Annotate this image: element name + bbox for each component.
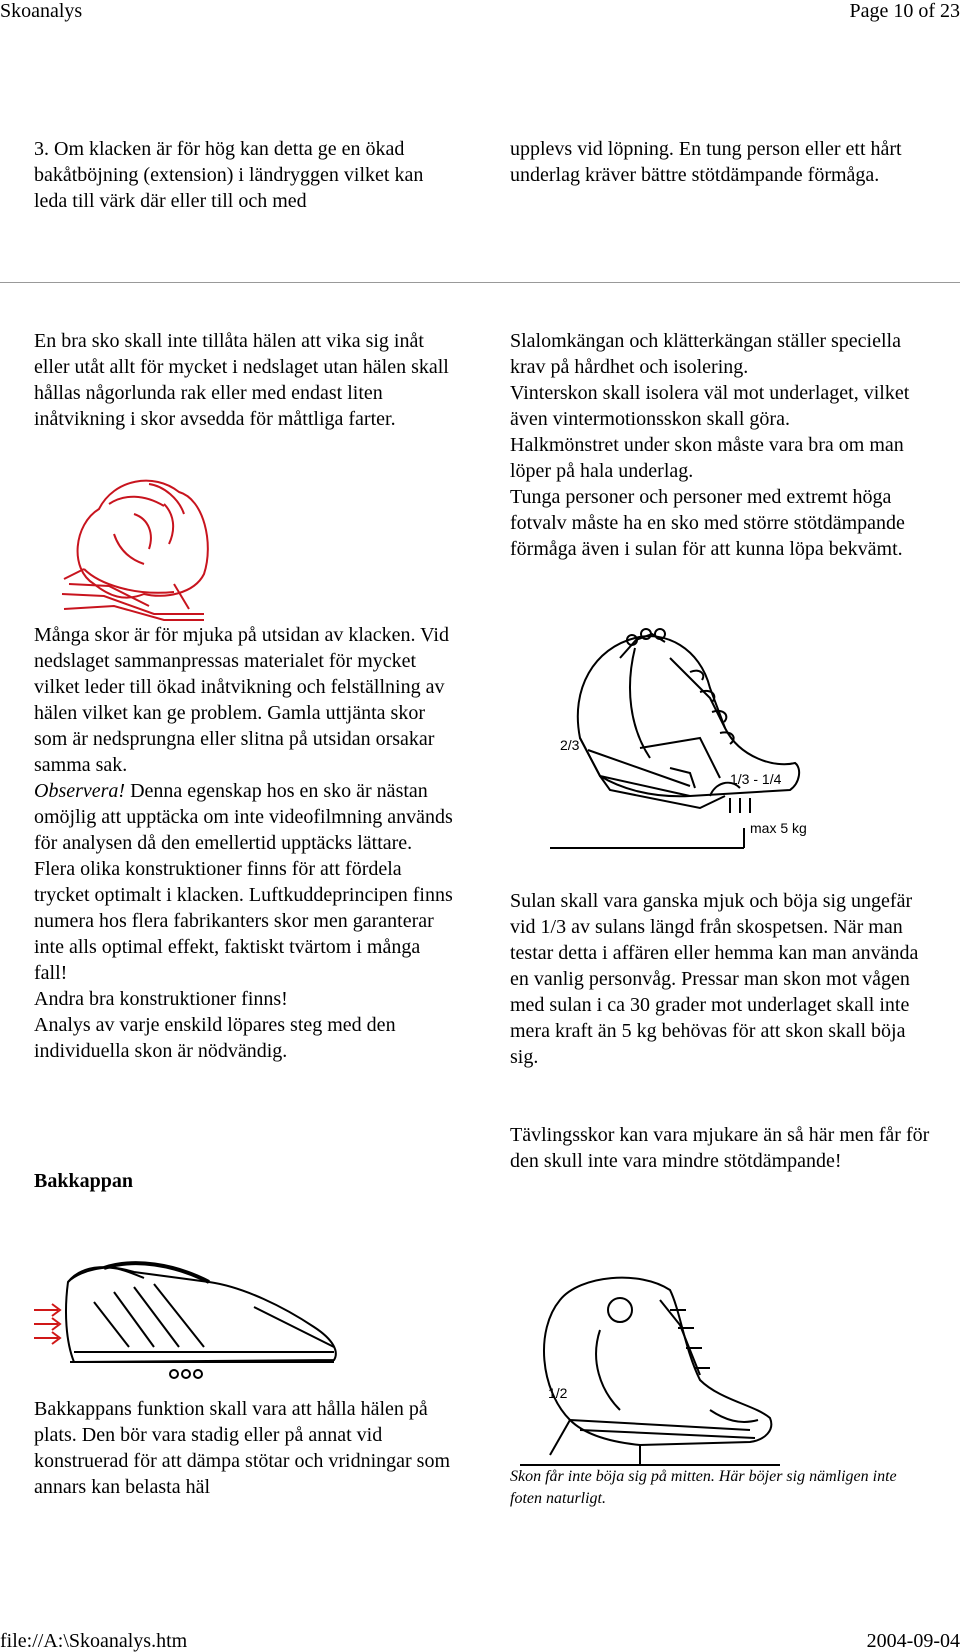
observe-paragraph — [34, 778, 454, 986]
heel-counter-illustration — [34, 1252, 354, 1384]
label-half: 1/2 — [548, 1385, 568, 1401]
requirement-line: Halkmönstret under skon måste vara bra om man löper på hala underlag. — [510, 434, 904, 482]
other-constructions-line: Andra bra konstruktioner finns! — [34, 988, 288, 1010]
requirement-line: Tunga personer och personer med extremt höga fotvalv måste ha en sko med större stötdämpande förmåga även i sulan för att kunna löpa bekvämt. — [510, 486, 905, 560]
label-one-third-quarter: 1/3 - 1/4 — [730, 771, 782, 787]
requirement-line: Vinterskon skall isolera väl mot underlaget, vilket även vintermotionsskon skall göra. — [510, 382, 910, 430]
footer-file-path: file://A:\Skoanalys.htm — [0, 1630, 188, 1652]
heel-rear-view-illustration — [54, 474, 234, 624]
soft-heel-text-block — [34, 622, 454, 1064]
boot-requirements-text — [510, 328, 930, 562]
top-right-paragraph: upplevs vid löpning. En tung person eller ett hårt underlag kräver bättre stötdämpande förmåga. — [510, 138, 902, 186]
section-heading-bakkappan: Bakkappan — [34, 1170, 133, 1192]
top-left-paragraph: 3. Om klacken är för hög kan detta ge en ökad bakåtböjning (extension) i ländryggen vilket kan leda till värk där eller till och med — [34, 138, 424, 212]
label-two-thirds: 2/3 — [560, 737, 580, 753]
observe-text: Denna egenskap hos en sko är nästan omöjlig att upptäcka om inte videofilmning används för analysen då den emellertid upptäcks lättare. Flera olika konstruktioner finns för att fördela trycket optimalt i klacken. Luftkuddeprincipen finns numera hos flera fabrikanters skor men garanterar inte alls optimal effekt, faktiskt tvärtom i många fall! — [34, 780, 453, 984]
page-number: Page 10 of 23 — [849, 0, 960, 22]
sole-flex-paragraph: Sulan skall vara ganska mjuk och böja sig ungefär vid 1/3 av sulans längd från skospetsen. När man testar detta i affären eller hemma kan man använda en vanlig personvåg. Pressar man skon mot vågen med sulan i ca 30 grader mot underlaget skall inte mera kraft än 5 kg behövas för att skon skall böja sig. — [510, 890, 919, 1068]
section-divider — [0, 282, 960, 283]
pressure-arrows — [34, 1304, 60, 1344]
soft-heel-paragraph: Många skor är för mjuka på utsidan av klacken. Vid nedslaget sammanpressas materialet för mycket vilket leder till ökad inåtvikning och felställning av hälen vilket kan ge problem. Gamla uttjänta skor som är nedsprungna eller slitna på utsidan orsakar samma sak. — [34, 624, 449, 776]
mid-bend-caption: Skon får inte böja sig på mitten. Här böjer sig nämligen inte foten naturligt. — [510, 1468, 897, 1507]
heel-alignment-paragraph: En bra sko skall inte tillåta hälen att vika sig inåt eller utåt allt för mycket i nedslaget utan hälen skall hållas någorlunda rak eller med endast liten inåtvikning i skor avsedda för måttliga farter. — [34, 330, 449, 430]
document-title: Skoanalys — [0, 0, 83, 22]
requirement-line: Slalomkängan och klätterkängan ställer speciella krav på hårdhet och isolering. — [510, 330, 901, 378]
footer-date: 2004-09-04 — [866, 1630, 960, 1652]
racing-shoes-paragraph: Tävlingsskor kan vara mjukare än så här men får för den skull inte vara mindre stötdämpande! — [510, 1124, 930, 1172]
mid-bend-shoe-illustration — [510, 1270, 780, 1470]
heel-counter-paragraph: Bakkappans funktion skall vara att hålla hälen på plats. Den bör vara stadig eller på annat vid konstruerad för att dämpa stötar och vridningar som annars kan belasta häl — [34, 1398, 450, 1498]
sole-flex-test-diagram — [540, 618, 870, 858]
analysis-line: Analys av varje enskild löpares steg med den individuella skon är nödvändig. — [34, 1014, 396, 1062]
observe-label: Observera! — [34, 780, 126, 802]
label-max-weight: max 5 kg — [750, 820, 807, 836]
